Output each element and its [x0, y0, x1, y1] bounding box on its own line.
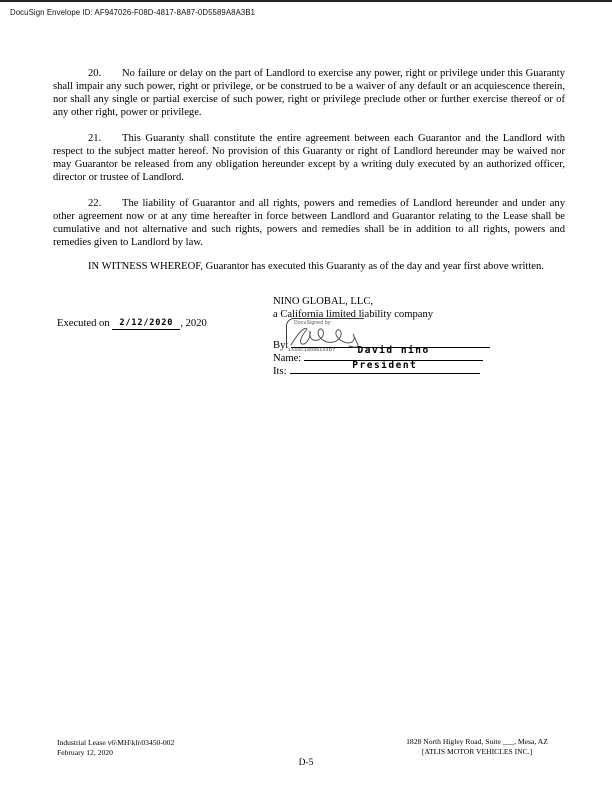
company-type: a California limited liability company — [273, 308, 434, 320]
its-row — [273, 360, 480, 377]
footer-date: February 12, 2020 — [57, 747, 113, 757]
witness-paragraph: IN WITNESS WHEREOF, Guarantor has executed this Guaranty as of the day and year first above written. — [88, 261, 544, 272]
paragraph-20-text: No failure or delay on the part of Landlord to exercise any power, right or privilege under this Guaranty shall impair any such power, right or privilege, or be construed to be a waiver of any default or an acquiescence therein, nor shall any single or partial exercise of such power, right or privilege preclude other or further exercise thereof or of any other right, power or privilege. — [53, 68, 565, 118]
footer-address: 1828 North Higley Road, Suite ___, Mesa, AZ — [406, 737, 548, 746]
footer-lease-reference: Industrial Lease v6\MH\kh\03450-002 — [57, 738, 175, 747]
paragraph-22-text: The liability of Guarantor and all rights, powers and remedies of Landlord hereunder and under any other agreement now or at any time hereafter in force between Landlord and Guarantor relating to the Lease shall be cumulative and not alternative and such rights, powers and remedies shall be in addition to all rights, powers and remedies given to Landlord by law. — [53, 198, 565, 248]
execution-date-value: 2/12/2020 — [119, 318, 174, 328]
docusign-envelope-id: DocuSign Envelope ID: AF947026-F08D-4817-8A87-0D5589A8A3B1 — [10, 8, 256, 17]
page-number: D-5 — [298, 758, 314, 768]
paragraph-21-text: This Guaranty shall constitute the entire agreement between each Guarantor and the Landlord with respect to the subject matter hereof. No provision of this Guaranty or right of Landlord hereunder may be waived nor may Guarantor be released from any obligation hereunder except by a writing duly executed by an authorized officer, director or trustee of Landlord. — [53, 133, 565, 183]
company-name: NINO GLOBAL, LLC, — [273, 296, 374, 307]
paragraph-21-number: 21. — [88, 133, 102, 144]
footer-company: [ATLIS MOTOR VEHICLES INC.] — [421, 746, 533, 756]
footer-left-block — [57, 738, 174, 757]
paragraph-21 — [53, 132, 565, 184]
page-top-border — [0, 0, 612, 2]
execution-label: Executed on — [57, 318, 110, 329]
by-label: By: — [273, 340, 289, 351]
execution-date-blank — [112, 318, 180, 330]
its-value: President — [352, 360, 418, 371]
its-line — [290, 360, 480, 374]
execution-date-row — [57, 318, 207, 330]
name-value: David nino — [357, 345, 430, 356]
docusign-stamp-id: 1434C18085144D7 — [288, 348, 336, 353]
signature-scribble-icon — [289, 323, 361, 349]
docusigned-by-label: DocuSigned by: — [294, 320, 333, 326]
execution-suffix: , 2020 — [180, 318, 207, 329]
its-label: Its: — [273, 366, 287, 377]
paragraph-20 — [53, 67, 565, 119]
footer-right-block — [398, 737, 556, 756]
name-label: Name: — [273, 353, 302, 364]
docusign-signature-stamp — [286, 318, 364, 348]
paragraph-20-number: 20. — [88, 68, 102, 79]
paragraph-22-number: 22. — [88, 198, 102, 209]
paragraph-22 — [53, 197, 565, 249]
